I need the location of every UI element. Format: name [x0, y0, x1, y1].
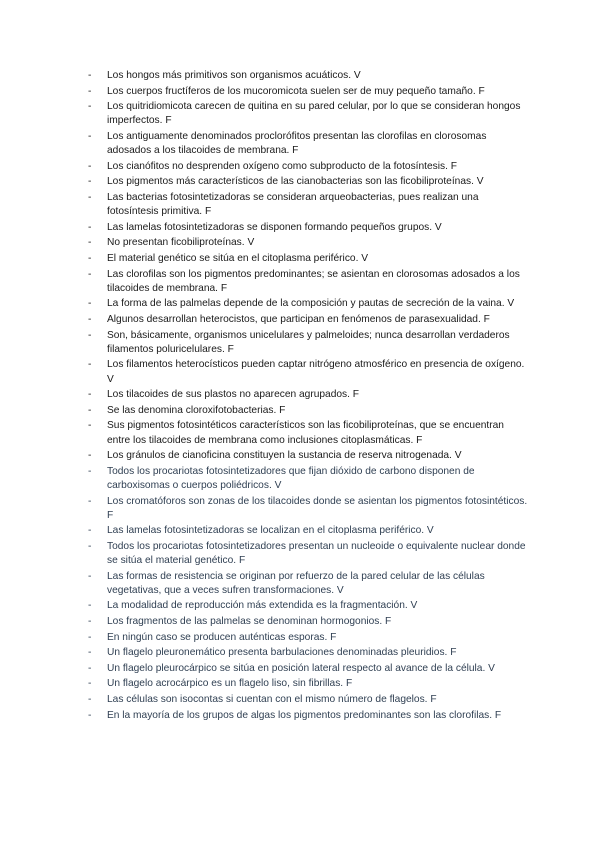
bullet-dash: -	[88, 662, 92, 674]
statement-list	[88, 69, 528, 724]
statement-text: Las células son isocontas si cuentan con el mismo número de flagelos. F	[107, 694, 437, 706]
list-item	[88, 419, 528, 447]
statement-text: Los tilacoides de sus plastos no aparecen agrupados. F	[107, 389, 360, 401]
bullet-dash: -	[88, 298, 92, 310]
list-item	[88, 160, 528, 174]
statement-text: Los cuerpos fructíferos de los mucoromicota suelen ser de muy pequeño tamaño. F	[107, 85, 485, 97]
bullet-dash: -	[88, 176, 92, 188]
bullet-dash: -	[88, 631, 92, 643]
bullet-dash: -	[88, 101, 92, 113]
statement-text: Los cromatóforos son zonas de los tilacoides donde se asientan los pigmentos fotosintéticos. F	[107, 495, 528, 521]
list-item	[88, 329, 528, 357]
list-item	[88, 615, 528, 629]
list-item	[88, 236, 528, 250]
list-item	[88, 100, 528, 128]
bullet-dash: -	[88, 130, 92, 142]
statement-text: Los filamentos heterocísticos pueden captar nitrógeno atmosférico en presencia de oxígeno. V	[107, 359, 525, 385]
statement-text: Un flagelo acrocárpico es un flagelo liso, sin fibrillas. F	[107, 678, 353, 690]
bullet-dash: -	[88, 678, 92, 690]
statement-text: Sus pigmentos fotosintéticos característicos son las ficobiliproteínas, que se encuentran entre los tilacoides de membrana como inclusiones citoplasmáticas. F	[107, 420, 504, 446]
statement-text: Los quitridiomicota carecen de quitina en su pared celular, por lo que se consideran hongos imperfectos. F	[107, 101, 521, 127]
list-item	[88, 599, 528, 613]
bullet-dash: -	[88, 359, 92, 371]
list-item	[88, 85, 528, 99]
statement-text: En ningún caso se producen auténticas esporas. F	[107, 631, 337, 643]
statement-text: El material genético se sitúa en el citoplasma periférico. V	[107, 252, 369, 264]
list-item	[88, 524, 528, 538]
bullet-dash: -	[88, 465, 92, 477]
list-item	[88, 540, 528, 568]
bullet-dash: -	[88, 237, 92, 249]
list-item	[88, 252, 528, 266]
bullet-dash: -	[88, 221, 92, 233]
bullet-dash: -	[88, 495, 92, 507]
list-item	[88, 221, 528, 235]
list-item	[88, 449, 528, 463]
statement-text: Las formas de resistencia se originan por refuerzo de la pared celular de las células vegetativas, que a veces sufren transformaciones. V	[107, 570, 485, 596]
statement-text: Las lamelas fotosintetizadoras se localizan en el citoplasma periférico. V	[107, 525, 434, 537]
bullet-dash: -	[88, 389, 92, 401]
list-item	[88, 570, 528, 598]
list-item	[88, 693, 528, 707]
statement-text: La forma de las palmelas depende de la composición y pautas de secreción de la vaina. V	[107, 298, 515, 310]
list-item	[88, 404, 528, 418]
list-item	[88, 677, 528, 691]
bullet-dash: -	[88, 647, 92, 659]
list-item	[88, 465, 528, 493]
statement-text: Los antiguamente denominados proclorófitos presentan las clorofilas en clorosomas adosados a los tilacoides de membrana. F	[107, 130, 487, 157]
statement-text: Las clorofilas son los pigmentos predominantes; se asientan en clorosomas adosados a los tilacoides de membrana. F	[107, 268, 520, 294]
bullet-dash: -	[88, 313, 92, 325]
bullet-dash: -	[88, 70, 92, 81]
list-item	[88, 313, 528, 327]
statement-text: La modalidad de reproducción más extendida es la fragmentación. V	[107, 600, 418, 612]
statement-text: Algunos desarrollan heterocistos, que participan en fenómenos de parasexualidad. F	[107, 313, 490, 325]
bullet-dash: -	[88, 252, 92, 264]
statement-text: Los fragmentos de las palmelas se denominan hormogonios. F	[107, 616, 392, 628]
statement-text: Todos los procariotas fotosintetizadores presentan un nucleoide o equivalente nuclear donde se sitúa el material genético. F	[107, 540, 526, 567]
statement-text: Los hongos más primitivos son organismos acuáticos. V	[107, 70, 361, 81]
bullet-dash: -	[88, 709, 92, 721]
bullet-dash: -	[88, 450, 92, 462]
statement-text: Los cianófitos no desprenden oxígeno como subproducto de la fotosíntesis. F	[107, 160, 457, 172]
bullet-dash: -	[88, 268, 92, 280]
bullet-dash: -	[88, 160, 92, 172]
bullet-dash: -	[88, 329, 92, 341]
list-item	[88, 388, 528, 402]
list-item	[88, 175, 528, 189]
list-item	[88, 358, 528, 386]
bullet-dash: -	[88, 570, 92, 582]
statement-text: Se las denomina cloroxifotobacterias. F	[107, 404, 286, 416]
bullet-dash: -	[88, 404, 92, 416]
list-item	[88, 69, 528, 83]
statement-text: No presentan ficobiliproteínas. V	[107, 237, 255, 249]
statement-text: Todos los procariotas fotosintetizadores que fijan dióxido de carbono disponen de carboxisomas o cuerpos poliédricos. V	[107, 465, 475, 491]
bullet-dash: -	[88, 540, 92, 552]
statement-text: Son, básicamente, organismos unicelulares y palmeloides; nunca desarrollan verdaderos filamentos poluricelulares. F	[107, 329, 510, 355]
list-item	[88, 662, 528, 676]
statement-text: Los pigmentos más característicos de las cianobacterias son las ficobiliproteínas. V	[107, 176, 484, 188]
bullet-dash: -	[88, 85, 92, 97]
statement-text: Las bacterias fotosintetizadoras se consideran arqueobacterias, pues realizan una fotosíntesis primitiva. F	[107, 191, 479, 218]
list-item	[88, 268, 528, 296]
list-item	[88, 709, 528, 723]
statement-text: Un flagelo pleurocárpico se sitúa en posición lateral respecto al avance de la célula. V	[107, 662, 495, 674]
statement-text: Un flagelo pleuronemático presenta barbulaciones denominadas pleuridios. F	[107, 647, 457, 659]
bullet-dash: -	[88, 616, 92, 628]
list-item	[88, 130, 528, 158]
bullet-dash: -	[88, 600, 92, 612]
statement-text: En la mayoría de los grupos de algas los pigmentos predominantes son las clorofilas. F	[107, 709, 502, 721]
list-item	[88, 191, 528, 219]
bullet-dash: -	[88, 191, 92, 203]
list-item	[88, 646, 528, 660]
bullet-dash: -	[88, 525, 92, 537]
list-item	[88, 495, 528, 523]
statement-text: Las lamelas fotosintetizadoras se disponen formando pequeños grupos. V	[107, 221, 442, 233]
list-item	[88, 297, 528, 311]
bullet-dash: -	[88, 694, 92, 706]
bullet-dash: -	[88, 420, 92, 432]
statement-text: Los gránulos de cianoficina constituyen la sustancia de reserva nitrogenada. V	[107, 450, 462, 462]
list-item	[88, 631, 528, 645]
